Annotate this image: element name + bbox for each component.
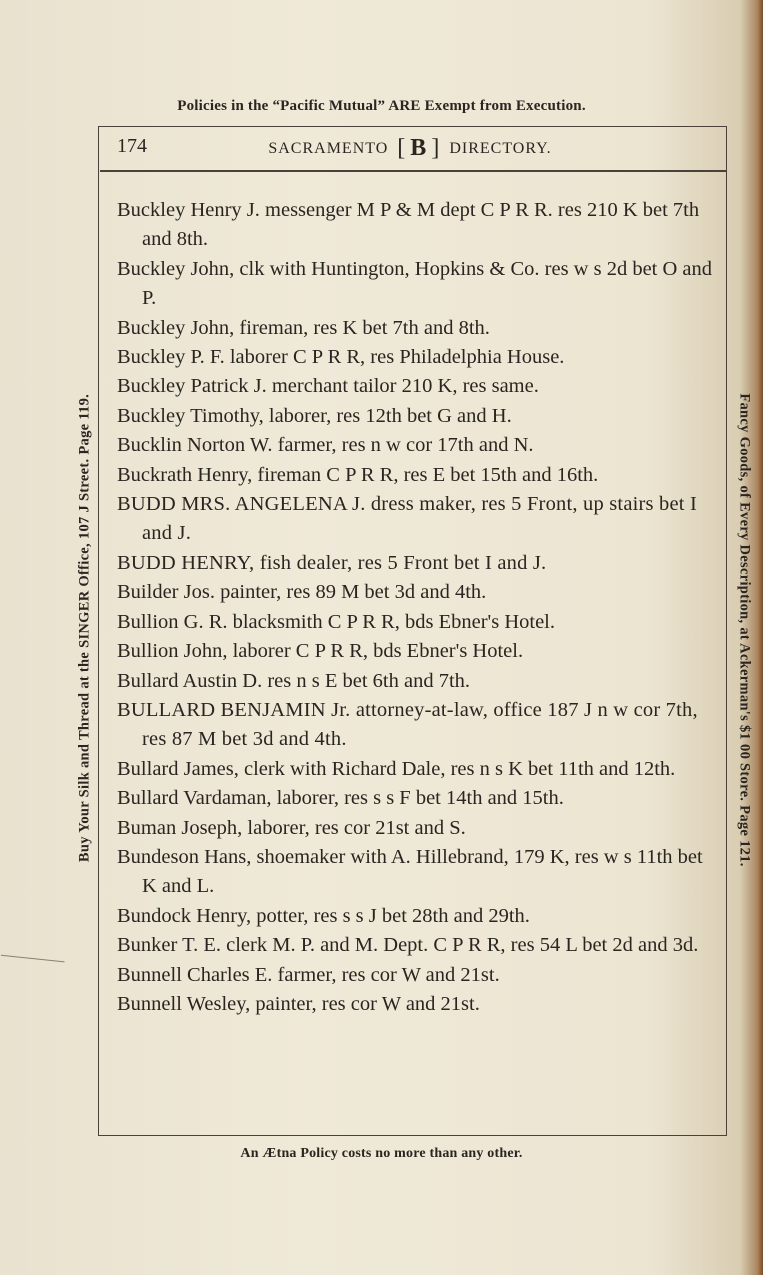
open-bracket: [ xyxy=(397,135,407,161)
directory-entry: Buckley Patrick J. merchant tailor 210 K, res same. xyxy=(117,375,539,398)
right-margin-text: Fancy Goods, of Every Description, at Ackerman's $1 00 Store. Page 121. xyxy=(736,393,753,867)
running-title-city: SACRAMENTO xyxy=(268,140,389,157)
directory-entry: Buckley John, fireman, res K bet 7th and 8th. xyxy=(117,316,490,339)
directory-entry: Bullion John, laborer C P R R, bds Ebner's Hotel. xyxy=(117,640,524,663)
close-bracket: ] xyxy=(431,135,441,161)
left-margin-text: Buy Your Silk and Thread at the SINGER Office, 107 J Street. Page 119. xyxy=(76,393,93,863)
section-letter: B xyxy=(410,135,428,161)
directory-entry: Bunnell Wesley, painter, res cor W and 21st. xyxy=(117,992,480,1015)
directory-entry: Bullard Austin D. res n s E bet 6th and 7th. xyxy=(117,669,471,692)
running-title-word: DIRECTORY. xyxy=(449,140,552,157)
page-number: 174 xyxy=(117,135,147,157)
running-title xyxy=(100,135,720,162)
margin-scratch xyxy=(0,955,65,977)
directory-entry: Buckley Henry J. messenger M P & M dept C P R R. res 210 K bet 7th and 8th. xyxy=(117,199,700,251)
directory-entry: BUDD HENRY, fish dealer, res 5 Front bet I and J. xyxy=(117,551,547,574)
directory-entry: Buckley Timothy, laborer, res 12th bet G and H. xyxy=(117,404,512,427)
directory-entry: Bucklin Norton W. farmer, res n w cor 17th and N. xyxy=(117,434,534,457)
bottom-advertisement: An Ætna Policy costs no more than any other. xyxy=(240,1146,523,1161)
header-rule xyxy=(100,170,726,172)
directory-entry: Buman Joseph, laborer, res cor 21st and S. xyxy=(117,816,466,839)
directory-entry: Bundeson Hans, shoemaker with A. Hillebrand, 179 K, res w s 11th bet K and L. xyxy=(117,845,703,898)
directory-entry: Bullard James, clerk with Richard Dale, res n s K bet 11th and 12th. xyxy=(117,757,676,780)
top-advertisement: Policies in the “Pacific Mutual” ARE Exempt from Execution. xyxy=(177,98,586,114)
directory-entry: Bullion G. R. blacksmith C P R R, bds Ebner's Hotel. xyxy=(117,610,555,633)
directory-entry: BULLARD BENJAMIN Jr. attorney-at-law, office 187 J n w cor 7th, res 87 M bet 3d and 4th. xyxy=(117,698,698,751)
directory-entry: Bunnell Charles E. farmer, res cor W and 21st. xyxy=(117,963,500,986)
directory-entry: BUDD MRS. ANGELENA J. dress maker, res 5 Front, up stairs bet I and J. xyxy=(117,493,698,545)
directory-entry: Bundock Henry, potter, res s s J bet 28th and 29th. xyxy=(117,904,530,927)
directory-entry: Buckley John, clk with Huntington, Hopkins & Co. res w s 2d bet O and P. xyxy=(117,257,713,310)
directory-entry: Builder Jos. painter, res 89 M bet 3d and 4th. xyxy=(117,581,487,604)
directory-entry: Buckley P. F. laborer C P R R, res Philadelphia House. xyxy=(117,346,565,369)
directory-entries xyxy=(117,196,717,1019)
directory-entry: Bunker T. E. clerk M. P. and M. Dept. C P R R, res 54 L bet 2d and 3d. xyxy=(117,934,699,957)
directory-entry: Buckrath Henry, fireman C P R R, res E bet 15th and 16th. xyxy=(117,463,599,486)
page-edge xyxy=(757,0,763,1275)
running-head xyxy=(100,131,720,167)
directory-entry: Bullard Vardaman, laborer, res s s F bet 14th and 15th. xyxy=(117,787,564,810)
